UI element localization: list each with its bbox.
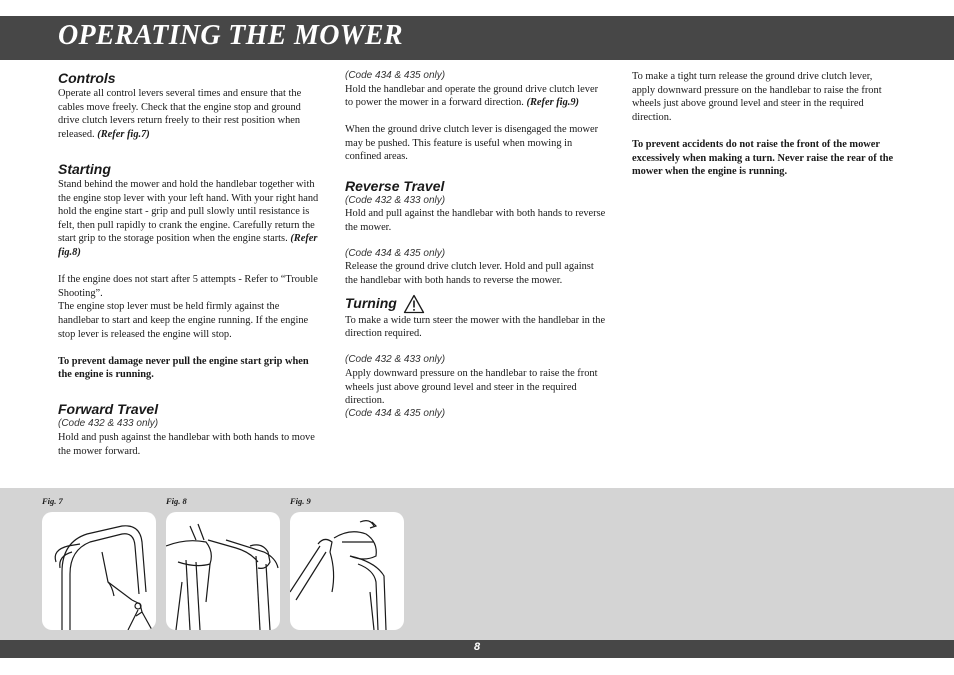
starting-warning: To prevent damage never pull the engine start grip when the engine is running. [58, 355, 309, 381]
controls-fig-ref: (Refer fig.7) [97, 128, 150, 140]
starting-text: Stand behind the mower and hold the handlebar together with the engine stop lever with your left hand. With your right hand hold the engine start - grip and pull slowly until resistance is felt, then pull rapidly to crank the engine. Carefully return the start grip to the storage position when the engine starts. [58, 178, 319, 245]
clutch-lever-illustration [290, 512, 404, 630]
starting-text-3: The engine stop lever must be held firmly against the handlebar to start and keep the engine running. If the engine stop lever is released the engine will stop. [58, 301, 309, 340]
column-right [632, 70, 894, 179]
forward-travel-code: (Code 432 & 433 only) [58, 418, 159, 430]
controls-heading: Controls [58, 70, 116, 86]
fig-8-illustration [166, 512, 280, 630]
turning-code-432: (Code 432 & 433 only) [345, 354, 446, 366]
forward-clutch-paragraph [345, 83, 607, 110]
fig-8-label: Fig. 8 [166, 496, 187, 506]
reverse-text-1: Hold and pull against the handlebar with both hands to reverse the mower. [345, 208, 606, 233]
starting-heading: Starting [58, 160, 111, 177]
forward-travel-text: Hold and push against the handlebar with both hands to move the mower forward. [58, 431, 315, 457]
turning-heading: Turning [345, 295, 397, 312]
turning-warning: To prevent accidents do not raise the front of the mower excessively when making a turn. Never raise the rear of the mower when the engine is running. [632, 138, 894, 178]
clutch-disengaged-text: When the ground drive clutch lever is disengaged the mower may be pushed. This feature is useful when mowing in confined areas. [345, 124, 599, 163]
turning-heading-row [345, 294, 607, 314]
reverse-travel-heading: Reverse Travel [345, 177, 445, 194]
reverse-code-432: (Code 432 & 433 only) [345, 194, 446, 206]
turning-text-2: Apply downward pressure on the handlebar to raise the front wheels just above ground level and steer in the required direction. [345, 367, 598, 407]
turning-text-1: To make a wide turn steer the mower with the handlebar in the direction required. [345, 314, 606, 340]
controls-paragraph [58, 87, 320, 141]
page-title: OPERATING THE MOWER [58, 20, 403, 51]
starting-paragraph [58, 178, 320, 260]
fig-7-illustration [42, 512, 156, 630]
forward-code-434: (Code 434 & 435 only) [345, 70, 446, 81]
turning-code-434: (Code 434 & 435 only) [345, 407, 446, 419]
starting-fig-ref: (Refer fig.8) [58, 233, 318, 258]
header-bar [0, 16, 954, 60]
forward-travel-heading: Forward Travel [58, 401, 159, 418]
reverse-code-434: (Code 434 & 435 only) [345, 247, 446, 259]
column-middle [345, 70, 607, 420]
tight-turn-text: To make a tight turn release the ground drive clutch lever, apply downward pressure on the handlebar to raise the front wheels just above ground level and steer in the required direction. [632, 71, 882, 123]
starting-text-2: If the engine does not start after 5 attempts - Refer to “Trouble Shooting”. [58, 274, 318, 299]
fig-7-label: Fig. 7 [42, 496, 63, 506]
figure-band [0, 488, 954, 640]
reverse-text-2: Release the ground drive clutch lever. Hold and pull against the handlebar with both hands to reverse the mower. [345, 261, 594, 287]
controls-text: Operate all control levers several times and ensure that the cables move freely. Check that the engine stop and ground drive clutch levers return freely to their rest position when released. [58, 88, 302, 140]
forward-clutch-text: Hold the handlebar and operate the ground drive clutch lever to power the mower in a forward direction. [345, 83, 599, 109]
fig-9-label: Fig. 9 [290, 496, 311, 506]
forward-fig-ref: (Refer fig.9) [526, 97, 580, 109]
warning-triangle-icon [403, 294, 425, 314]
footer-bar [0, 640, 954, 658]
column-left [58, 70, 320, 458]
page-number: 8 [473, 641, 481, 653]
fig-9-illustration [290, 512, 404, 630]
start-grip-illustration [166, 512, 280, 630]
handlebar-illustration [42, 512, 156, 630]
